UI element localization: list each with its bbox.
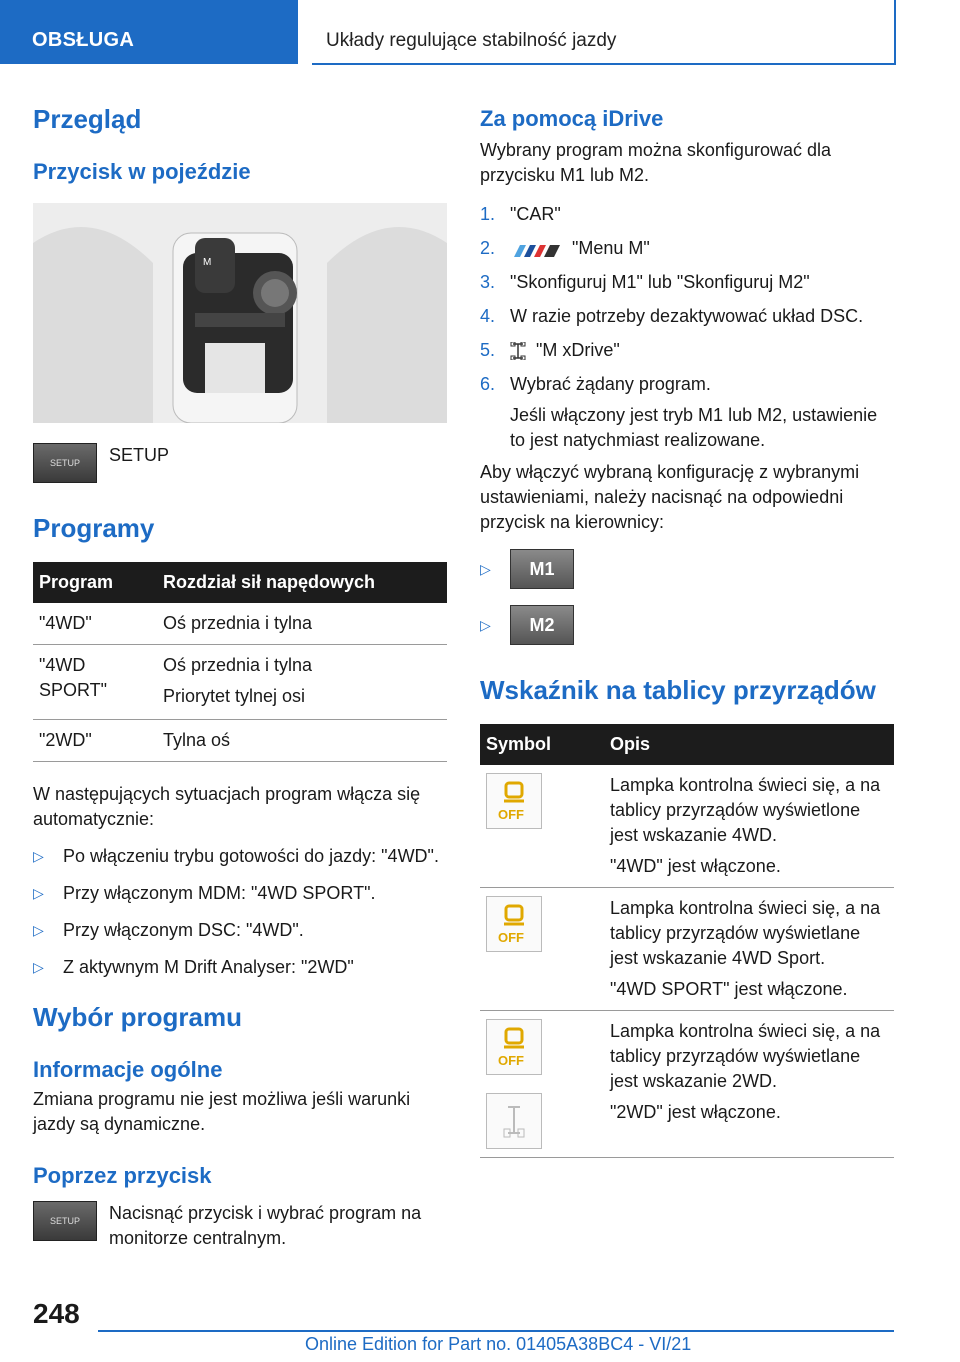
activate-text: Aby włączyć wybraną konfigurację z wybranymi ustawieniami, należy nacisnąć na odpowiedni przycisk na kierownicy: — [480, 462, 860, 532]
via-button-text: Nacisnąć przycisk i wybrać program na monitorze centralnym. — [109, 1203, 422, 1248]
description-cell — [604, 888, 894, 1011]
description-cell — [604, 765, 894, 888]
table-row — [33, 603, 447, 645]
indicator-table-header — [480, 724, 894, 765]
page-number: 248 — [33, 1298, 80, 1329]
description-line: "4WD SPORT" jest włączone. — [610, 979, 848, 999]
distribution-cell: Tylna oś — [157, 720, 447, 762]
distribution-cell: Oś przednia i tylna — [157, 603, 447, 645]
table-row — [480, 765, 894, 888]
setup-button-text: SETUP — [49, 458, 80, 468]
rear-drive-icon — [486, 1093, 542, 1149]
m2-button-icon — [510, 605, 574, 645]
col-distribution: Rozdział sił napędowych — [157, 562, 447, 603]
heading-idrive: Za pomocą iDrive — [480, 106, 664, 131]
description-line: "2WD" jest włączone. — [610, 1102, 781, 1122]
triangle-bullet-icon: ▷ — [480, 560, 491, 577]
step-text: "CAR" — [510, 204, 561, 224]
m1-row — [480, 549, 894, 589]
table-row — [480, 1011, 894, 1158]
step-text: "Skonfiguruj M1" lub "Skonfiguruj M2" — [510, 272, 810, 292]
setup-button-icon — [33, 443, 97, 483]
distribution-cell — [157, 645, 447, 720]
header-chapter-title: Układy regulujące stabilność jazdy — [326, 30, 617, 51]
list-item-text: Przy włączonym MDM: "4WD SPORT". — [63, 883, 376, 903]
heading-indicator: Wskaźnik na tablicy przyrządów — [480, 675, 876, 705]
awd-off-warning-icon — [486, 896, 542, 952]
description-line: Lampka kontrolna świeci się, a na tablicy przyrządów wyświetlone jest wskazanie 4WD. — [610, 775, 881, 845]
step-item — [480, 236, 894, 261]
step-number: 2. — [480, 238, 496, 258]
setup-button-text: SETUP — [49, 1216, 80, 1226]
right-column — [480, 100, 894, 1158]
step-number: 4. — [480, 306, 496, 326]
symbol-cell — [480, 765, 604, 888]
list-item-text: Z aktywnym M Drift Analyser: "2WD" — [63, 957, 354, 977]
console-photo — [33, 203, 447, 423]
footer-edition: Online Edition for Part no. 01405A38BC4 - VI/21 — [305, 1334, 692, 1354]
m1-button-icon — [510, 549, 574, 589]
header-section-title: OBSŁUGA — [32, 29, 135, 51]
heading-overview: Przegląd — [33, 104, 142, 134]
description-line: Lampka kontrolna świeci się, a na tablicy przyrządów wyświetlane jest wskazanie 4WD Sport. — [610, 898, 881, 968]
heading-program-select: Wybór programu — [33, 1002, 242, 1032]
program-cell: "4WD" — [33, 603, 157, 645]
step-number: 3. — [480, 272, 496, 292]
description-line: Lampka kontrolna świeci się, a na tablicy przyrządów wyświetlane jest wskazanie 2WD. — [610, 1021, 881, 1091]
distribution-line: Priorytet tylnej osi — [163, 686, 306, 706]
symbol-cell — [480, 1011, 604, 1158]
heading-programs: Programy — [33, 513, 155, 543]
col-symbol: Symbol — [480, 724, 604, 765]
step-number: 6. — [480, 374, 496, 394]
symbol-cell — [480, 888, 604, 1011]
step-number: 1. — [480, 204, 496, 224]
via-button-row — [33, 1201, 447, 1251]
m1-label: M1 — [529, 558, 555, 579]
programs-table-header — [33, 562, 447, 603]
heading-general-info: Informacje ogólne — [33, 1057, 223, 1082]
step-text: Wybrać żądany program. — [510, 374, 711, 394]
program-cell: "2WD" — [33, 720, 157, 762]
svg-text:M: M — [203, 257, 212, 268]
left-column — [33, 100, 447, 1251]
col-description: Opis — [604, 724, 894, 765]
m2-label: M2 — [529, 614, 555, 635]
idrive-steps — [480, 202, 894, 453]
triangle-bullet-icon: ▷ — [33, 848, 44, 864]
step-text: "Menu M" — [572, 238, 650, 258]
header-section-tab — [0, 0, 298, 64]
indicator-table — [480, 724, 894, 1158]
svg-text:OFF: OFF — [498, 807, 524, 822]
general-text: Zmiana programu nie jest możliwa jeśli warunki jazdy są dynamiczne. — [33, 1089, 411, 1134]
svg-text:OFF: OFF — [498, 1053, 524, 1068]
heading-button-in-vehicle: Przycisk w pojeździe — [33, 159, 251, 184]
step-item — [480, 372, 894, 453]
console-illustration — [33, 203, 447, 423]
table-row — [480, 888, 894, 1011]
list-item — [33, 918, 447, 943]
program-cell: "4WD SPORT" — [33, 645, 157, 720]
description-cell — [604, 1011, 894, 1158]
svg-text:OFF: OFF — [498, 930, 524, 945]
xdrive-icon — [510, 342, 526, 360]
m-menu-icon — [510, 241, 562, 257]
step-text: W razie potrzeby dezaktywować układ DSC. — [510, 306, 864, 326]
triangle-bullet-icon: ▷ — [480, 616, 491, 633]
list-item-text: Przy włączonym DSC: "4WD". — [63, 920, 304, 940]
distribution-line: Oś przednia i tylna — [163, 655, 313, 675]
step-item — [480, 270, 894, 295]
step-item — [480, 304, 894, 329]
table-row — [33, 645, 447, 720]
footer-rule — [98, 1330, 894, 1332]
setup-button-icon — [33, 1201, 97, 1241]
list-item — [33, 955, 447, 980]
auto-list — [33, 844, 447, 980]
header-chapter-box — [312, 0, 896, 65]
triangle-bullet-icon: ▷ — [33, 959, 44, 975]
awd-off-warning-icon — [486, 773, 542, 829]
step-item — [480, 338, 894, 363]
step-text: "M xDrive" — [536, 340, 620, 360]
step-number: 5. — [480, 340, 496, 360]
description-line: "4WD" jest włączone. — [610, 856, 781, 876]
col-program: Program — [33, 562, 157, 603]
heading-via-button: Poprzez przycisk — [33, 1163, 212, 1188]
idrive-intro: Wybrany program można skonfigurować dla przycisku M1 lub M2. — [480, 140, 831, 185]
triangle-bullet-icon: ▷ — [33, 885, 44, 901]
triangle-bullet-icon: ▷ — [33, 922, 44, 938]
list-item-text: Po włączeniu trybu gotowości do jazdy: "4WD". — [63, 846, 439, 866]
step-item — [480, 202, 894, 227]
m2-row — [480, 605, 894, 645]
awd-off-warning-icon — [486, 1019, 542, 1075]
list-item — [33, 844, 447, 869]
setup-row — [33, 443, 447, 483]
step-note: Jeśli włączony jest tryb M1 lub M2, ustawienie to jest natychmiast realizowane. — [510, 405, 878, 450]
auto-intro: W następujących sytuacjach program włącza się automatycznie: — [33, 784, 421, 829]
setup-label: SETUP — [109, 445, 170, 465]
list-item — [33, 881, 447, 906]
table-row — [33, 720, 447, 762]
programs-table — [33, 562, 447, 762]
